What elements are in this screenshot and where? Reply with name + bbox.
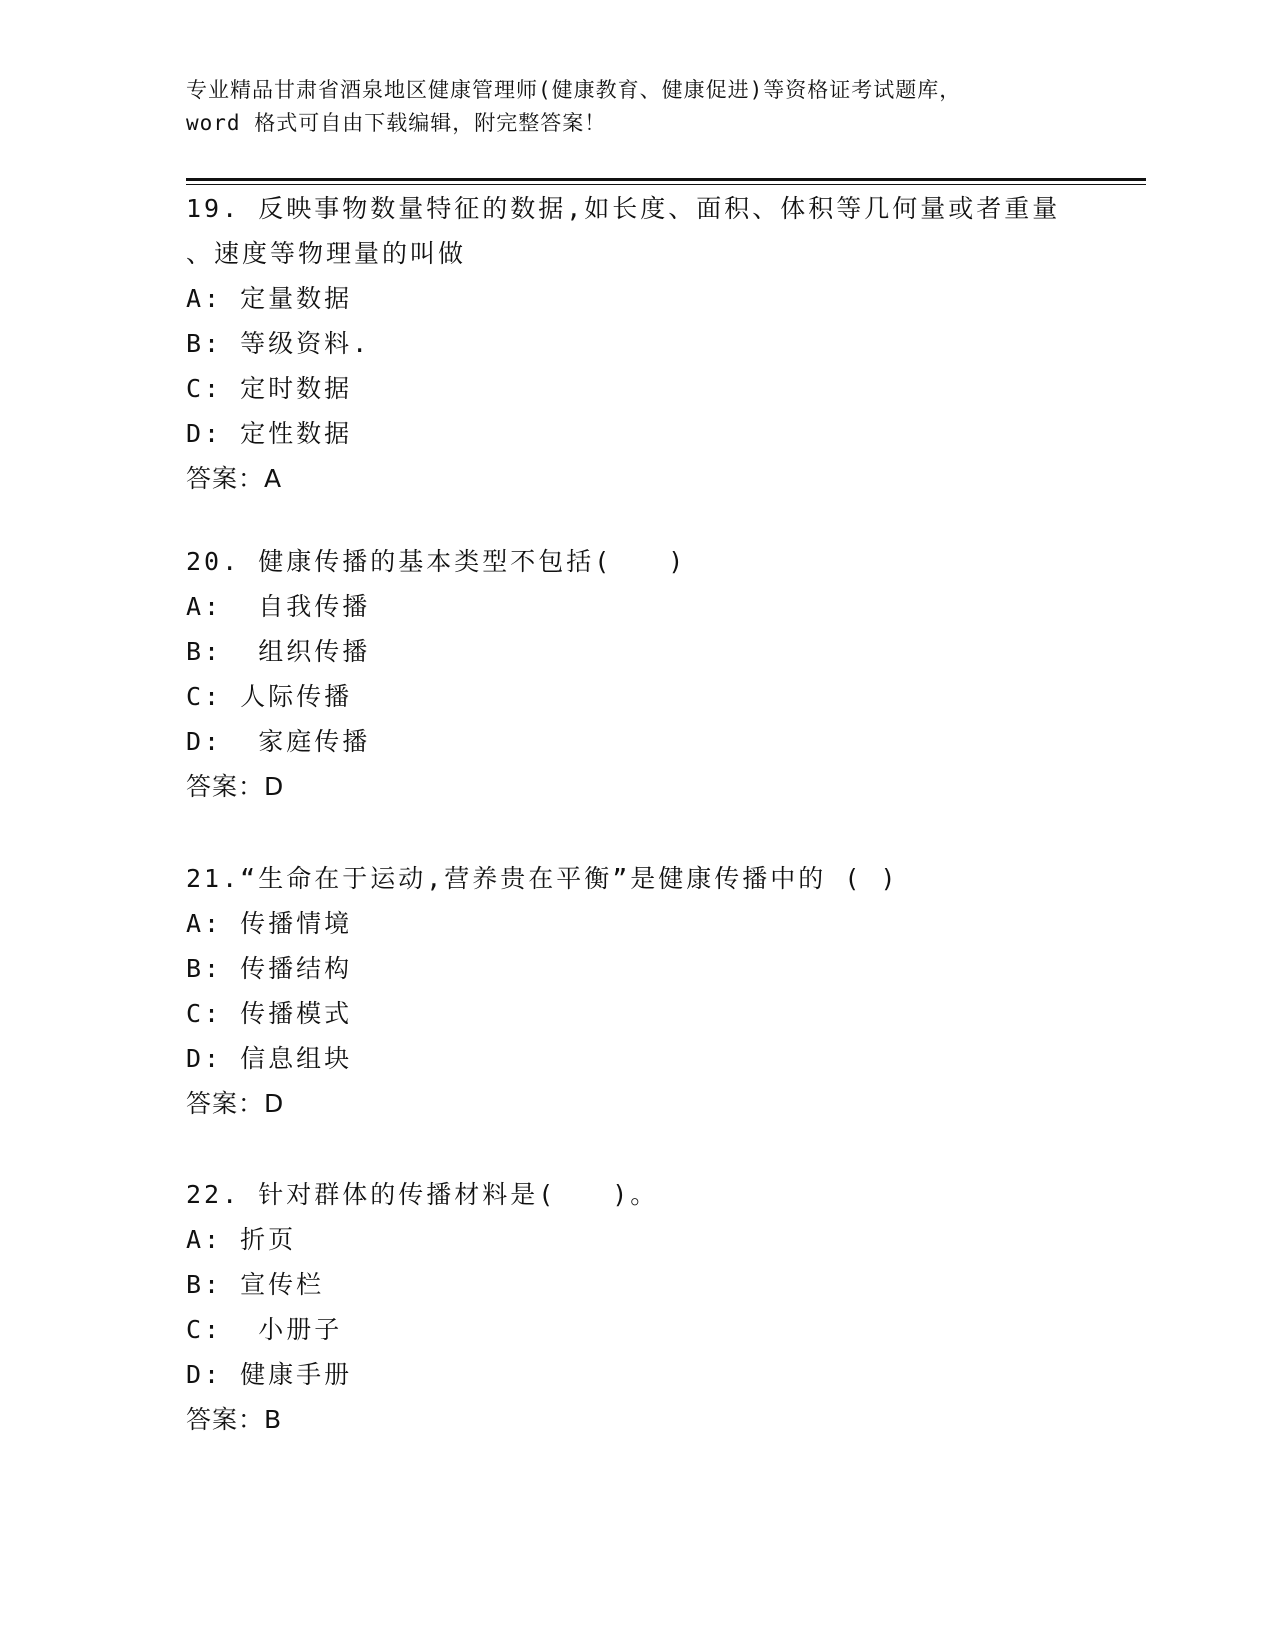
question-19 [186, 186, 1086, 501]
question-text: 21.“生命在于运动,营养贵在平衡”是健康传播中的 ( ) [186, 864, 899, 893]
option-c: C: 人际传播 [186, 682, 353, 711]
option-b: B: 组织传播 [186, 637, 371, 666]
answer-label: 答案：B [186, 1405, 283, 1434]
option-a: A: 折页 [186, 1225, 297, 1254]
option-c: C: 传播模式 [186, 999, 353, 1028]
answer-label: 答案：D [186, 772, 285, 801]
question-text: 20. 健康传播的基本类型不包括( ) [186, 547, 687, 576]
header-line-1: 专业精品甘肃省酒泉地区健康管理师(健康教育、健康促进)等资格证考试题库， [186, 78, 962, 102]
question-text-continued: 、速度等物理量的叫做 [186, 239, 467, 268]
header-line-2: word 格式可自由下载编辑，附完整答案！ [186, 111, 607, 135]
option-a: A: 传播情境 [186, 909, 353, 938]
option-a: A: 自我传播 [186, 592, 371, 621]
question-text: 22. 针对群体的传播材料是( )。 [186, 1180, 659, 1209]
document-header [186, 74, 1086, 140]
option-c: C: 小册子 [186, 1315, 343, 1344]
question-20 [186, 539, 1086, 809]
question-22 [186, 1172, 1086, 1442]
answer-label: 答案：A [186, 464, 283, 493]
option-d: D: 家庭传播 [186, 727, 371, 756]
option-d: D: 健康手册 [186, 1360, 353, 1389]
header-divider-thin [186, 184, 1146, 185]
option-b: B: 等级资料. [186, 329, 371, 358]
option-a: A: 定量数据 [186, 284, 353, 313]
option-c: C: 定时数据 [186, 374, 353, 403]
option-d: D: 定性数据 [186, 419, 353, 448]
question-21 [186, 856, 1086, 1126]
question-text: 19. 反映事物数量特征的数据,如长度、面积、体积等几何量或者重量 [186, 194, 1061, 223]
option-b: B: 宣传栏 [186, 1270, 325, 1299]
answer-label: 答案：D [186, 1089, 285, 1118]
header-divider-thick [186, 178, 1146, 181]
option-b: B: 传播结构 [186, 954, 353, 983]
option-d: D: 信息组块 [186, 1044, 353, 1073]
